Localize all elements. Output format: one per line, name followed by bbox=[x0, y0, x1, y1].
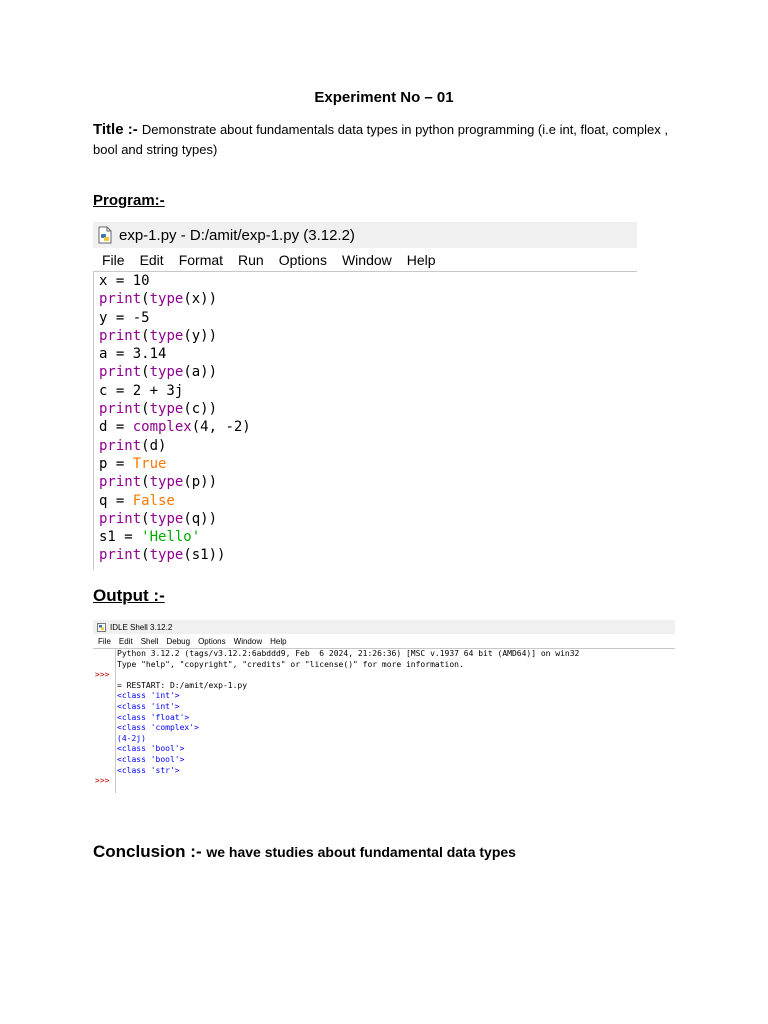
code-line bbox=[94, 437, 638, 455]
code-line bbox=[94, 400, 638, 418]
shell-prompt: >>> bbox=[95, 776, 110, 785]
code-token: ( bbox=[141, 547, 150, 564]
shell-menu-window[interactable]: Window bbox=[233, 637, 263, 646]
shell-window-title: IDLE Shell 3.12.2 bbox=[110, 622, 173, 632]
shell-output-line: <class 'float'> bbox=[117, 712, 190, 722]
shell-output-line: <class 'int'> bbox=[117, 691, 180, 701]
shell-menubar bbox=[93, 635, 675, 649]
code-token: a = 3.14 bbox=[99, 346, 167, 363]
shell-titlebar bbox=[93, 620, 675, 634]
code-token: ( bbox=[141, 401, 150, 418]
code-token: (s1)) bbox=[183, 547, 226, 564]
editor-menu-edit[interactable]: Edit bbox=[139, 252, 164, 268]
code-token: print bbox=[99, 291, 142, 308]
code-token: 'Hello' bbox=[141, 529, 201, 546]
editor-window-title: exp-1.py - D:/amit/exp-1.py (3.12.2) bbox=[119, 226, 355, 244]
shell-output-line bbox=[117, 776, 675, 787]
code-token: complex bbox=[132, 419, 192, 436]
code-line bbox=[94, 473, 638, 491]
shell-output-area[interactable] bbox=[117, 649, 675, 793]
shell-output-line: <class 'str'> bbox=[117, 765, 180, 775]
code-token: print bbox=[99, 510, 142, 527]
code-token: ( bbox=[141, 291, 150, 308]
shell-output-line: <class 'bool'> bbox=[117, 754, 185, 764]
editor-menubar bbox=[93, 249, 637, 272]
code-token: print bbox=[99, 437, 142, 454]
code-token: (4, -2) bbox=[191, 419, 251, 436]
idle-shell-window bbox=[93, 620, 675, 793]
code-token: s1 = bbox=[99, 529, 142, 546]
code-token: ( bbox=[141, 510, 150, 527]
shell-prompt: >>> bbox=[95, 670, 110, 679]
code-line bbox=[94, 528, 638, 546]
code-line bbox=[94, 345, 638, 363]
code-token: q = bbox=[99, 492, 133, 509]
shell-menu-edit[interactable]: Edit bbox=[118, 637, 133, 646]
code-token: type bbox=[149, 401, 184, 418]
editor-titlebar bbox=[93, 222, 637, 248]
shell-menu-shell[interactable]: Shell bbox=[140, 637, 159, 646]
code-token: (x)) bbox=[183, 291, 218, 308]
code-line bbox=[94, 272, 638, 290]
code-token: (c)) bbox=[183, 401, 218, 418]
code-token: ( bbox=[141, 364, 150, 381]
code-token: print bbox=[99, 547, 142, 564]
code-token: print bbox=[99, 401, 142, 418]
code-token: c = 2 + 3j bbox=[99, 382, 184, 399]
code-line bbox=[94, 418, 638, 436]
code-token: (q)) bbox=[183, 510, 218, 527]
conclusion-text: we have studies about fundamental data types bbox=[206, 844, 516, 860]
title-label: Title bbox=[93, 121, 124, 138]
shell-output-line: (4-2j) bbox=[117, 733, 146, 743]
shell-prompt-gutter bbox=[93, 649, 116, 793]
code-token: (y)) bbox=[183, 327, 218, 344]
code-token: type bbox=[149, 547, 184, 564]
shell-menu-file[interactable]: File bbox=[98, 637, 111, 646]
code-token: x = 10 bbox=[99, 273, 150, 289]
shell-output-line: <class 'int'> bbox=[117, 701, 180, 711]
code-line bbox=[94, 327, 638, 345]
editor-menu-help[interactable]: Help bbox=[406, 252, 436, 268]
code-token: type bbox=[149, 510, 184, 527]
code-token: type bbox=[149, 291, 184, 308]
editor-menu-format[interactable]: Format bbox=[178, 252, 224, 268]
idle-shell-icon bbox=[97, 623, 106, 632]
code-token: y = -5 bbox=[99, 309, 150, 326]
shell-output-line: Type "help", "copyright", "credits" or "license()" for more information. bbox=[117, 659, 464, 669]
code-token: p = bbox=[99, 455, 133, 472]
title-text: Demonstrate about fundamentals data types in python programming (i.e int, float, complex , bool and string types) bbox=[93, 122, 668, 157]
code-token: (d) bbox=[141, 437, 167, 454]
code-token: print bbox=[99, 474, 142, 491]
code-token: print bbox=[99, 364, 142, 381]
editor-menu-file[interactable]: File bbox=[102, 252, 125, 268]
code-token: ( bbox=[141, 327, 150, 344]
code-token: print bbox=[99, 327, 142, 344]
shell-output-line: <class 'complex'> bbox=[117, 723, 199, 733]
shell-output-line: = RESTART: D:/amit/exp-1.py bbox=[117, 680, 248, 690]
conclusion-label: Conclusion bbox=[93, 842, 186, 861]
page-heading: Experiment No – 01 bbox=[314, 89, 454, 106]
editor-menu-options[interactable]: Options bbox=[278, 252, 327, 268]
title-section bbox=[93, 120, 693, 160]
code-token: True bbox=[132, 455, 167, 472]
code-token: False bbox=[132, 492, 175, 509]
shell-menu-help[interactable]: Help bbox=[270, 637, 287, 646]
editor-menu-window[interactable]: Window bbox=[341, 252, 392, 268]
output-label: Output :- bbox=[93, 586, 165, 605]
conclusion-separator: :- bbox=[185, 842, 207, 861]
code-token: ( bbox=[141, 474, 150, 491]
editor-menu-run[interactable]: Run bbox=[238, 252, 264, 268]
code-token: d = bbox=[99, 419, 133, 436]
shell-output-line: Python 3.12.2 (tags/v3.12.2:6abddd9, Feb 6 2024, 21:26:36) [MSC v.1937 64 bit (AMD64)] on win32 bbox=[117, 649, 580, 658]
idle-editor-window bbox=[93, 222, 637, 570]
editor-code-area[interactable] bbox=[93, 272, 638, 570]
conclusion-section bbox=[93, 842, 516, 862]
code-line bbox=[94, 455, 638, 473]
code-line bbox=[94, 309, 638, 327]
code-token: type bbox=[149, 364, 184, 381]
code-line bbox=[94, 492, 638, 510]
title-separator: :- bbox=[123, 121, 142, 138]
code-line bbox=[94, 510, 638, 528]
code-token: type bbox=[149, 474, 184, 491]
python-file-icon bbox=[97, 226, 113, 244]
code-token: (p)) bbox=[183, 474, 218, 491]
program-label: Program:- bbox=[93, 192, 165, 209]
shell-menu-options[interactable]: Options bbox=[198, 637, 226, 646]
code-line bbox=[94, 363, 638, 381]
shell-output-line bbox=[117, 670, 675, 681]
shell-output-line: <class 'bool'> bbox=[117, 744, 185, 754]
shell-menu-debug[interactable]: Debug bbox=[166, 637, 191, 646]
code-line bbox=[94, 382, 638, 400]
code-line bbox=[94, 546, 638, 564]
code-token: (a)) bbox=[183, 364, 218, 381]
code-token: type bbox=[149, 327, 184, 344]
code-line bbox=[94, 290, 638, 308]
